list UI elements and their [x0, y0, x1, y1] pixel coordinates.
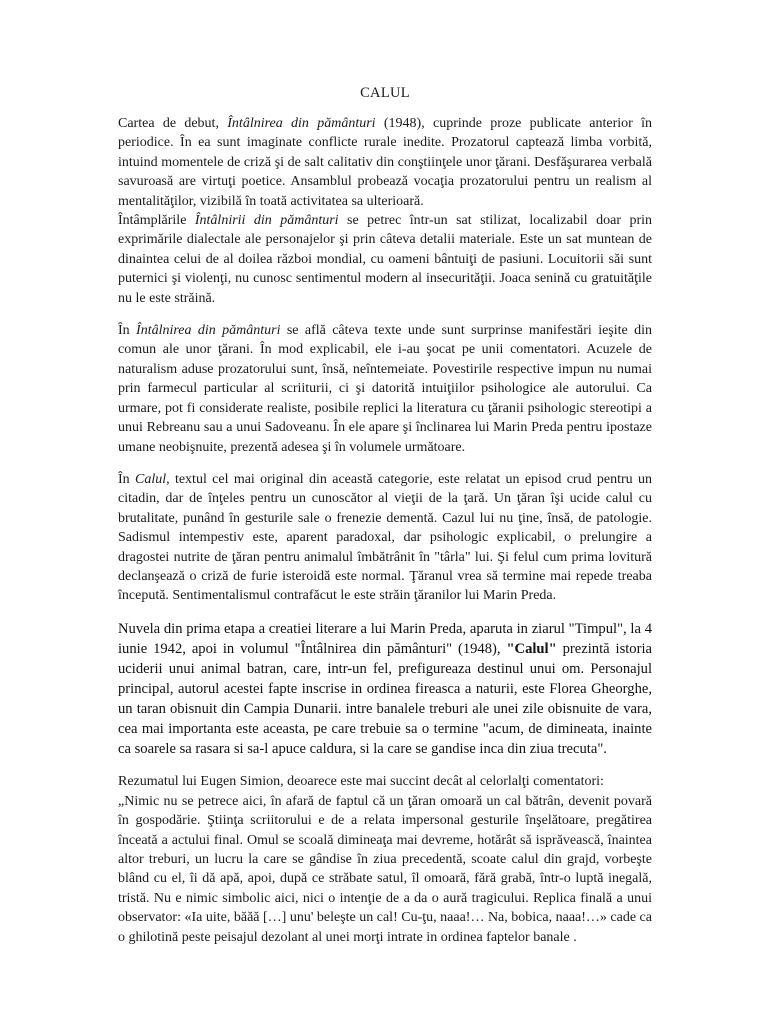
paragraph-2 — [118, 211, 652, 308]
paragraph-3 — [118, 321, 652, 457]
book-title-italic: Întâlnirea din pământuri — [136, 323, 281, 339]
paragraph-3-text-c: se află câteva texte unde sunt surprinse manifestări ieşite din comun ale unor ţărani. În mod explicabil, ele i-au şocat pe unii comentatori. Acuzele de naturalism aduse prozatorului sunt, însă, neîntemeiate. Povestirile respective impun nu numai prin farmecul particular al scriiturii, ci şi datorită intuiţiilor psihologice ale autorului. Ca urmare, pot fi considerate realiste, posibile replici la literatura cu ţăranii psihologic stereotipi a unui Rebreanu sau a unui Sadoveanu. În ele apare şi înclinarea lui Marin Preda pentru ipostaze umane neobişnuite, prezentă adesea şi în volumele următoare. — [118, 323, 652, 455]
story-title-bold: "Calul" — [506, 640, 557, 657]
book-title-italic: Întâlnirii din pământuri — [194, 213, 339, 229]
paragraph-1 — [118, 114, 652, 211]
paragraph-4 — [118, 470, 652, 606]
paragraph-6-quote-text: „Nimic nu se petrece aici, în afară de faptul că un ţăran omoară un cal bătrân, devenit povară în gospodărie. Ştiinţa scriitorului e de a relata impersonal gesturile înşelătoare, pregătirea înceată a actului final. Omul se scoală dimineaţa mai devreme, hotărât să isprăvească, înaintea altor treburi, un lucru la care se gândise în ziua precedentă, scoate calul din grajd, vorbeşte blând cu el, îi dă apă, apoi, după ce străbate satul, îl omoară, fără grabă, într-o luptă inegală, tristă. Nu e nimic simbolic aici, nici o intenţie de a da o aură tragicului. Replica finală a unui observator: «Ia uite, băăă […] unu' beleşte un cal! Cu-ţu, naaa!… Na, bobica, naaa!…» cade ca o ghilotină peste peisajul dezolant al unei morţi intrate in ordinea faptelor banale . — [118, 793, 652, 945]
paragraph-2-text-a: Întâmplările — [118, 213, 195, 229]
paragraph-5-text-c: prezintă istoria uciderii unui animal batran, care, intr-un fel, prefigureaza destinul unui om. Personajul principal, autorul acestei fapte inscrise in ordinea fireasca a naturii, este Florea Gheorghe, un taran obisnuit din Campia Dunarii. intre banalele treburi ale unei zile obisnuite de vara, cea mai importanta este aceasta, pe care trebuie sa o termine "acum, de dimineata, inainte ca soarele sa rasara si sa-l apuce caldura, si la care se gandise inca din ziua trecuta". — [118, 640, 652, 758]
paragraph-5-text-a: Nuvela din prima etapa a creatiei literare a lui Marin Preda, aparuta in ziarul "Timpul", la 4 iunie 1942, apoi in volumul "Întâlnirea din pământuri" (1948), — [118, 620, 652, 657]
paragraph-6-intro-text: Rezumatul lui Eugen Simion, deoarece este mai succint decât al celorlalţi comentatori: — [118, 774, 604, 790]
paragraph-5 — [118, 619, 652, 760]
paragraph-3-text-a: În — [118, 323, 137, 339]
page-title: CALUL — [360, 85, 410, 101]
paragraph-6-intro — [118, 772, 652, 791]
paragraph-1-text-a: Cartea de debut, — [118, 116, 228, 131]
book-title-italic: Întâlnirea din pământuri — [227, 116, 376, 131]
document-page — [118, 84, 652, 947]
story-title-italic: Calul — [135, 471, 167, 487]
paragraph-2-text-c: se petrec într-un sat stilizat, localizabil doar prin exprimările dialectale ale personajelor şi prin câteva detalii materiale. Este un sat muntean de dinaintea celui de al doilea război mondial, cu oameni bântuiţi de pasiuni. Locuitorii săi sunt puternici şi violenţi, nu cunosc sentimentul modern al insecurităţii. Joaca senină cu gratuităţile nu le este străină. — [118, 213, 652, 306]
paragraph-6-quote — [118, 792, 652, 947]
paragraph-1-text-c: (1948), cuprinde proze publicate anterior în periodice. În ea sunt imaginate conflicte rurale inedite. Prozatorul captează limba vorbită, intuind momentele de criză şi de salt calitativ din conştiinţele unor ţărani. Desfăşurarea verbală savuroasă are virtuţi poetice. Ansamblul probează vocaţia prozatorului pentru un realism al mentalităţilor, vizibilă în toată activitatea sa ulterioară. — [118, 116, 653, 209]
paragraph-4-text-c: , textul cel mai original din această categorie, este relatat un episod crud pentru un citadin, dar de înţeles pentru un cunoscător al vieţii de la ţară. Un ţăran îşi ucide calul cu brutalitate, punând în gesturile sale o frenezie dementă. Cazul lui nu ţine, însă, de patologie. Sadismul intempestiv este, aparent paradoxal, dar psihologic explicabil, o prelungire a dragostei nutrite de ţăran pentru animalul îmbătrânit în "târla" lui. Şi felul cum prima lovitură declanşează o criză de furie isteroidă este normal. Ţăranul vrea să termine mai repede treaba începută. Sentimentalismul contrafăcut le este străin ţăranilor lui Marin Preda. — [118, 471, 652, 604]
paragraph-4-text-a: În — [118, 471, 135, 487]
